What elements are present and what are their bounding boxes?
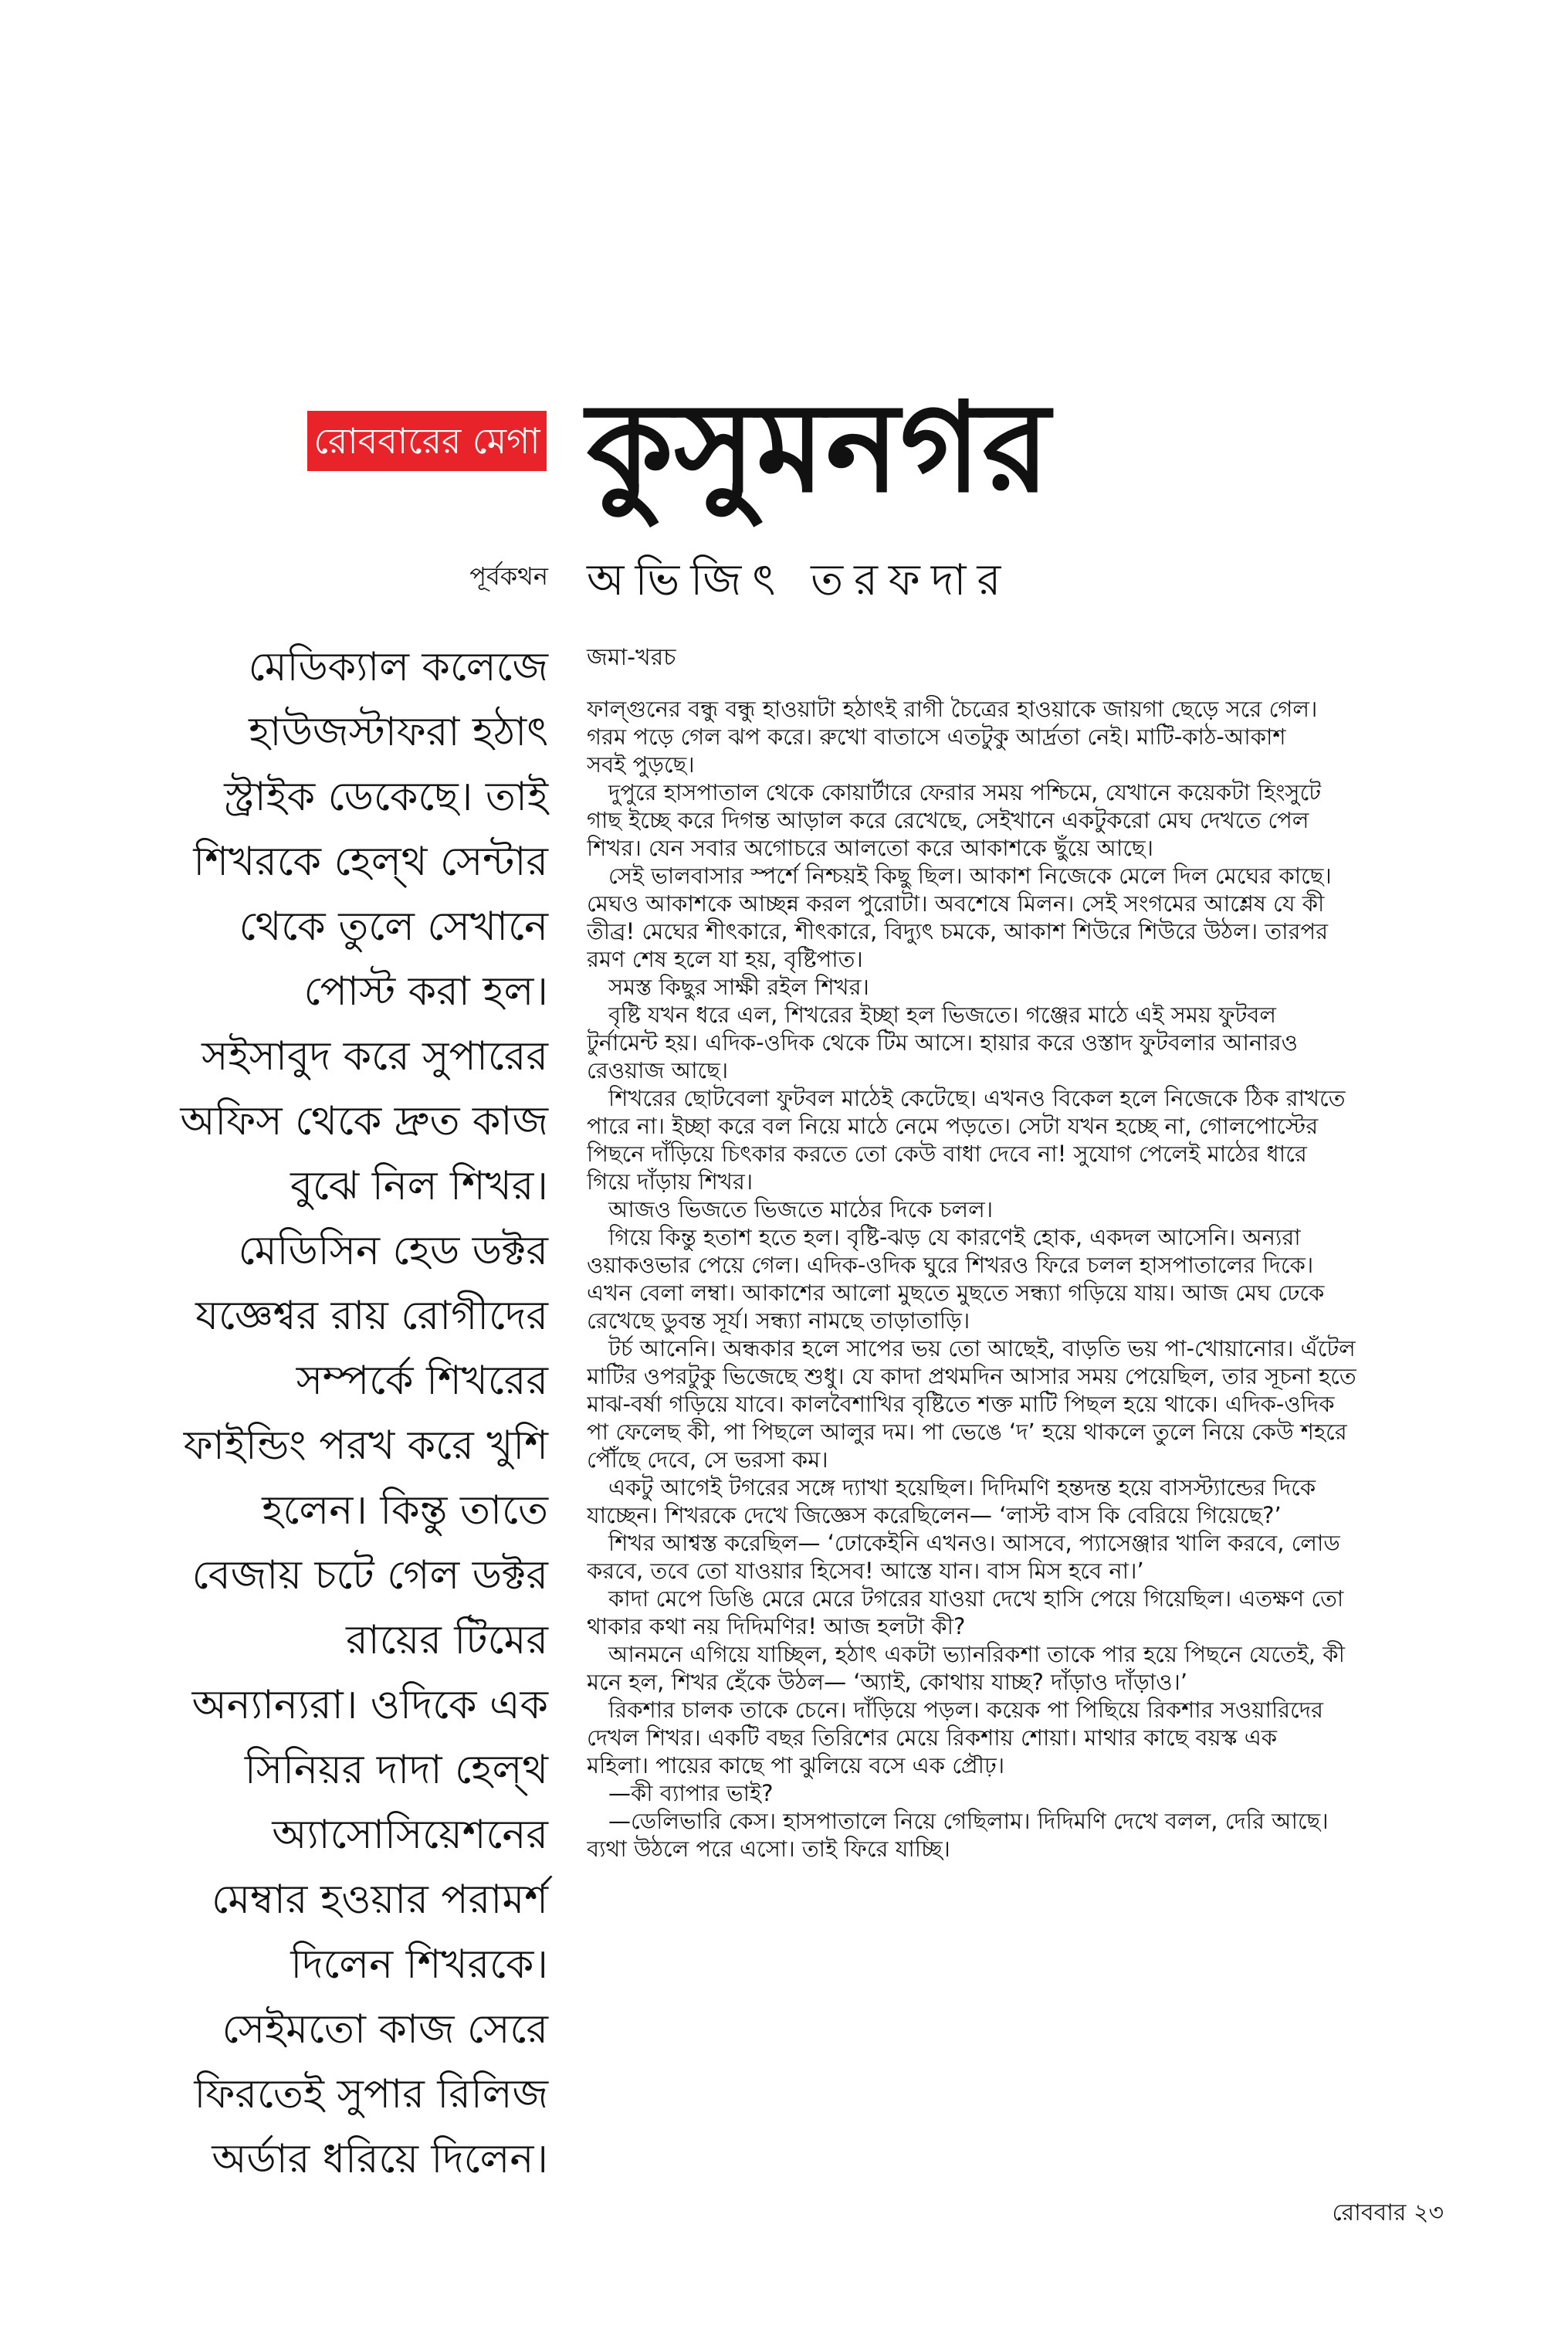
synopsis-line: ফাইন্ডিং পরখ করে খুশি (183, 1422, 548, 1469)
story-body (587, 695, 1444, 1863)
body-line: সবই পুড়ছে। (587, 751, 695, 778)
synopsis-line: মেডিসিন হেড ডক্টর (238, 1228, 548, 1274)
body-line: গরম পড়ে গেল ঝপ করে। রুখো বাতাসে এতটুকু আর্দ্রতা নেই। মাটি-কাঠ-আকাশ (587, 724, 1286, 750)
body-line: দুপুরে হাসপাতাল থেকে কোয়ার্টারে ফেরার সময় পশ্চিমে, যেখানে কয়েকটা হিংসুটে (608, 779, 1322, 805)
body-line: আনমনে এগিয়ে যাচ্ছিল, হঠাৎ একটা ভ্যানরিকশা তাকে পার হয়ে পিছনে যেতেই, কী (608, 1641, 1345, 1667)
synopsis-line: সেইমতো কাজ সেরে (222, 2006, 548, 2053)
body-line: সমস্ত কিছুর সাক্ষী রইল শিখর। (608, 974, 869, 1000)
page-folio: রোববার ২৩ (1332, 2199, 1444, 2226)
author-name: অভিজিৎ তরফদার (587, 555, 1012, 605)
synopsis-line: হলেন। কিন্তু তাতে (262, 1487, 548, 1534)
body-line: আজও ভিজতে ভিজতে মাঠের দিকে চলল। (608, 1196, 994, 1222)
body-line: মেঘও আকাশকে আচ্ছন্ন করল পুরোটা। অবশেষে মিলন। সেই সংগমের আশ্লেষ যে কী (587, 890, 1325, 917)
synopsis-line: শিখরকে হেল্‌থ সেন্টার (193, 839, 548, 885)
synopsis-line: স্ট্রাইক ডেকেছে। তাই (224, 774, 548, 820)
body-line: পা ফেলেছ কী, পা পিছলে আলুর দম। পা ভেঙে ‘দ’ হয়ে থাকলে তুলে নিয়ে কেউ শহরে (587, 1419, 1347, 1445)
body-line: মনে হল, শিখর হেঁকে উঠল— ‘অ্যাই, কোথায় যাচ্ছ? দাঁড়াও দাঁড়াও।’ (587, 1669, 1188, 1695)
synopsis-line: সম্পর্কে শিখরের (296, 1358, 548, 1404)
synopsis-line: যজ্ঞেশ্বর রায় রোগীদের (195, 1293, 548, 1339)
body-line: ব্যথা উঠলে পরে এসো। তাই ফিরে যাচ্ছি। (587, 1836, 950, 1862)
section-label-banner: রোববারের মেগা (307, 411, 547, 471)
synopsis-line: পোস্ট করা হল। (303, 968, 548, 1015)
body-line: করবে, তবে তো যাওয়ার হিসেব! আস্তে যান। বাস মিস হবে না।’ (587, 1558, 1144, 1584)
synopsis-line: হাউজস্টাফরা হঠাৎ (249, 709, 548, 755)
body-line: কাদা মেপে ডিঙি মেরে মেরে টগরের যাওয়া দেখে হাসি পেয়ে গিয়েছিল। এতক্ষণ তো (608, 1585, 1344, 1612)
synopsis-line: অর্ডার ধরিয়ে দিলেন। (212, 2136, 548, 2182)
body-line: থাকার কথা নয় দিদিমণির! আজ হলটা কী? (587, 1613, 966, 1639)
body-line: পারে না। ইচ্ছা করে বল নিয়ে মাঠে নেমে পড়তে। সেটা যখন হচ্ছে না, গোলপোস্টের (587, 1113, 1319, 1139)
body-line: বৃষ্টি যখন ধরে এল, শিখরের ইচ্ছা হল ভিজতে। গঞ্জের মাঠে এই সময় ফুটবল (608, 1002, 1277, 1028)
story-title: কুসুমনগর (587, 375, 1051, 520)
synopsis-line: অ্যাসোসিয়েশনের (272, 1812, 548, 1858)
body-line: তীব্র! মেঘের শীৎকারে, শীৎকারে, বিদ্যুৎ চমকে, আকাশ শিউরে শিউরে উঠল। তারপর (587, 918, 1329, 944)
synopsis-line: মেডিক্যাল কলেজে (248, 644, 548, 690)
body-line: একটু আগেই টগরের সঙ্গে দ্যাখা হয়েছিল। দিদিমণি হন্তদন্ত হয়ে বাসস্ট্যান্ডের দিকে (608, 1474, 1316, 1500)
chapter-subheading: জমা-খরচ (587, 644, 676, 671)
body-line: দেখল শিখর। একটি বছর তিরিশের মেয়ে রিকশায় শোয়া। মাথার কাছে বয়স্ক এক (587, 1724, 1278, 1751)
body-line: গিয়ে দাঁড়ায় শিখর। (587, 1168, 754, 1195)
body-line: —ডেলিভারি কেস। হাসপাতালে নিয়ে গেছিলাম। দিদিমণি দেখে বলল, দেরি আছে। (608, 1808, 1329, 1834)
previous-summary-label: পূর্বকথন (469, 561, 548, 591)
body-line: পৌঁছে দেবে, সে ভরসা কম। (587, 1446, 828, 1473)
body-line: পিছনে দাঁড়িয়ে চিৎকার করতে তো কেউ বাধা দেবে না! সুযোগ পেলেই মাঠের ধারে (587, 1141, 1307, 1167)
body-line: রমণ শেষ হলে যা হয়, বৃষ্টিপাত। (587, 946, 863, 972)
synopsis-line: বেজায় চটে গেল ডক্টর (191, 1552, 548, 1599)
synopsis-line: সিনিয়র দাদা হেল্‌থ (244, 1747, 548, 1793)
body-line: মাঝ-বর্ষা গড়িয়ে যাবে। কালবৈশাখির বৃষ্টিতে শক্ত মাটি পিছল হয়ে থাকে। এদিক-ওদিক (587, 1391, 1335, 1417)
body-line: ওয়াকওভার পেয়ে গেল। এদিক-ওদিক ঘুরে শিখরও ফিরে চলল হাসপাতালের দিকে। (587, 1252, 1314, 1278)
body-line: রেখেছে ডুবন্ত সূর্য। সন্ধ্যা নামছে তাড়াতাড়ি। (587, 1307, 970, 1334)
synopsis-line: দিলেন শিখরকে। (290, 1941, 548, 1988)
synopsis-line: অন্যান্যরা। ওদিকে এক (191, 1682, 548, 1728)
synopsis-line: বুঝে নিল শিখর। (290, 1163, 548, 1209)
synopsis-line: থেকে তুলে সেখানে (239, 904, 548, 950)
body-line: টর্চ আনেনি। অন্ধকার হলে সাপের ভয় তো আছেই, বাড়তি ভয় পা-খোয়ানোর। এঁটেল (608, 1335, 1356, 1361)
body-line: গিয়ে কিন্তু হতাশ হতে হল। বৃষ্টি-ঝড় যে কারণেই হোক, একদল আসেনি। অন্যরা (608, 1224, 1301, 1250)
body-line: গাছ ইচ্ছে করে দিগন্ত আড়াল করে রেখেছে, সেইখানে একটুকরো মেঘ দেখতে পেল (587, 807, 1309, 833)
body-line: শিখর আশ্বস্ত করেছিল— ‘ঢোকেইনি এখনও। আসবে, প্যাসেঞ্জার খালি করবে, লোড (608, 1530, 1340, 1556)
body-line: —কী ব্যাপার ভাই? (608, 1780, 774, 1806)
body-line: মাটির ওপরটুকু ভিজেছে শুধু। যে কাদা প্রথমদিন আসার সময় পেয়েছিল, তার সূচনা হতে (587, 1363, 1356, 1389)
body-line: যাচ্ছেন। শিখরকে দেখে জিজ্ঞেস করেছিলেন— ‘লাস্ট বাস কি বেরিয়ে গিয়েছে?’ (587, 1502, 1282, 1528)
synopsis-line: ফিরতেই সুপার রিলিজ (194, 2071, 548, 2117)
synopsis-column (162, 635, 548, 2192)
body-line: শিখর। যেন সবার অগোচরে আলতো করে আকাশকে ছুঁয়ে আছে। (587, 835, 1153, 861)
synopsis-line: সইসাবুদ করে সুপারের (202, 1033, 548, 1080)
body-line: রেওয়াজ আছে। (587, 1057, 729, 1083)
body-line: টুর্নামেন্ট হয়। এদিক-ওদিক থেকে টিম আসে। হায়ার করে ওস্তাদ ফুটবলার আনারও (587, 1029, 1298, 1056)
body-line: রিকশার চালক তাকে চেনে। দাঁড়িয়ে পড়ল। কয়েক পা পিছিয়ে রিকশার সওয়ারিদের (608, 1697, 1323, 1723)
body-line: সেই ভালবাসার স্পর্শে নিশ্চয়ই কিছু ছিল। আকাশ নিজেকে মেলে দিল মেঘের কাছে। (608, 863, 1332, 889)
body-line: ফাল্গুনের বন্ধু বন্ধু হাওয়াটা হঠাৎই রাগী চৈত্রের হাওয়াকে জায়গা ছেড়ে সরে গেল। (587, 696, 1318, 722)
synopsis-line: মেম্বার হওয়ার পরামর্শ (212, 1877, 548, 1923)
body-line: মহিলা। পায়ের কাছে পা ঝুলিয়ে বসে এক প্রৌঢ়। (587, 1752, 1005, 1778)
body-line: এখন বেলা লম্বা। আকাশের আলো মুছতে মুছতে সন্ধ্যা গড়িয়ে যায়। আজ মেঘ ঢেকে (587, 1280, 1325, 1306)
body-line: শিখরের ছোটবেলা ফুটবল মাঠেই কেটেছে। এখনও বিকেল হলে নিজেকে ঠিক রাখতে (608, 1085, 1346, 1111)
synopsis-line: রায়ের টিমের (346, 1617, 548, 1663)
synopsis-line: অফিস থেকে দ্রুত কাজ (180, 1098, 548, 1144)
